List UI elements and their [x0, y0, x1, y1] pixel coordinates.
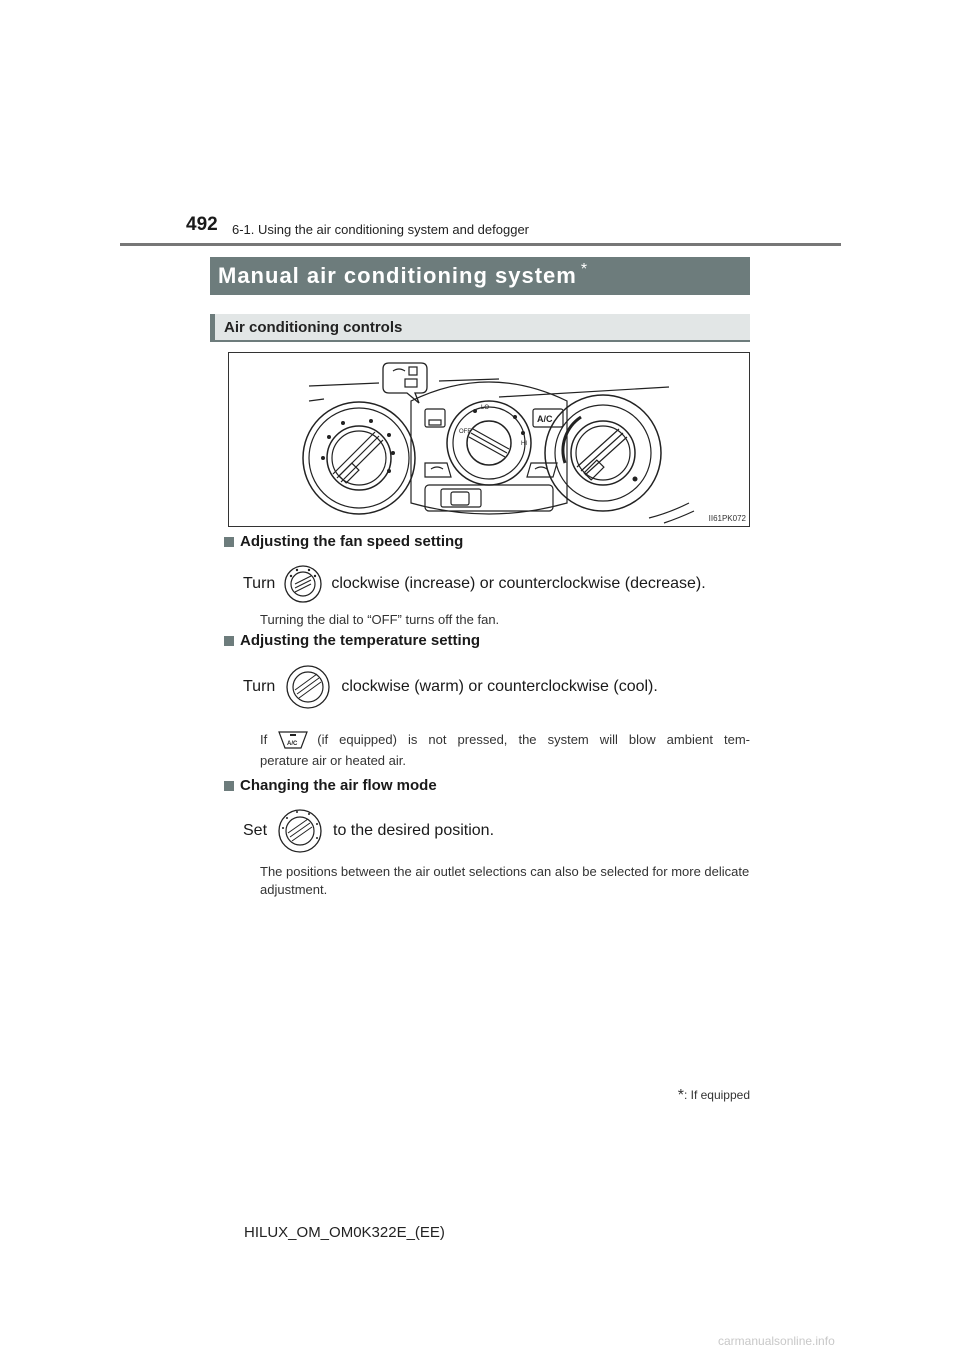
- document-code: HILUX_OM_OM0K322E_(EE): [244, 1224, 445, 1241]
- fan-speed-heading-text: Adjusting the fan speed setting: [240, 533, 464, 550]
- equipment-marker: *: [580, 261, 589, 278]
- temperature-heading-text: Adjusting the temperature setting: [240, 632, 481, 649]
- section-title: Manual air conditioning system: [218, 263, 577, 288]
- watermark: carmanualsonline.info: [718, 1334, 835, 1348]
- temperature-heading: [224, 632, 480, 649]
- footnote-text: : If equipped: [683, 1088, 750, 1103]
- footnote-marker: *: [677, 1087, 684, 1104]
- section-title-bar: [210, 257, 750, 295]
- airflow-instruction-text: to the desired position.: [333, 822, 495, 839]
- airflow-instruction: [243, 808, 494, 854]
- chapter-title: 6-1. Using the air conditioning system and defogger: [232, 222, 530, 237]
- airflow-heading-text: Changing the air flow mode: [240, 777, 437, 794]
- fan-lo-label: LO: [481, 405, 490, 411]
- figure-caption: II61PK072: [708, 514, 746, 523]
- airflow-mode-dial-icon: [277, 808, 323, 854]
- header-rule: [120, 243, 841, 246]
- fan-hi-label: HI: [521, 441, 527, 447]
- fan-speed-dial-icon: [283, 564, 323, 604]
- temperature-instruction-text: clockwise (warm) or counterclockwise (cool).: [341, 678, 658, 695]
- subsection-title: Air conditioning controls: [224, 318, 403, 336]
- temperature-note-line-2: perature air or heated air.: [260, 753, 406, 768]
- control-panel-figure: [228, 352, 750, 527]
- temperature-instruction: [243, 664, 658, 710]
- fan-off-label: OFF: [459, 429, 471, 435]
- instruction-verb: Turn: [243, 678, 276, 695]
- airflow-heading: [224, 777, 437, 794]
- instruction-verb: Turn: [243, 575, 276, 592]
- heading-square-marker: [224, 537, 234, 547]
- heading-square-marker: [224, 781, 234, 791]
- fan-speed-note: Turning the dial to “OFF” turns off the fan.: [260, 612, 500, 627]
- heading-square-marker: [224, 636, 234, 646]
- fan-speed-instruction-text: clockwise (increase) or counterclockwise (decrease).: [331, 575, 706, 592]
- control-panel-illustration: [229, 353, 749, 526]
- subsection-accent: [210, 314, 215, 340]
- equipment-footnote: [636, 1087, 750, 1105]
- ac-button-label: A/C: [537, 414, 553, 424]
- ac-button-icon: [277, 728, 309, 750]
- note-lead: If: [260, 731, 268, 747]
- instruction-verb: Set: [243, 822, 268, 839]
- svg-text:A/C: A/C: [287, 741, 298, 747]
- subsection-title-bar: [210, 314, 750, 342]
- temperature-dial-icon: [285, 664, 331, 710]
- airflow-note: The positions between the air outlet selections can also be selected for more delicate adjustment.: [260, 864, 750, 897]
- page-number: 492: [186, 214, 218, 235]
- fan-speed-instruction: [243, 564, 706, 604]
- fan-speed-heading: [224, 533, 463, 550]
- temperature-note-line-1: [260, 728, 750, 750]
- temperature-note-text: (if equipped) is not pressed, the system will blow ambient tem-: [317, 731, 750, 747]
